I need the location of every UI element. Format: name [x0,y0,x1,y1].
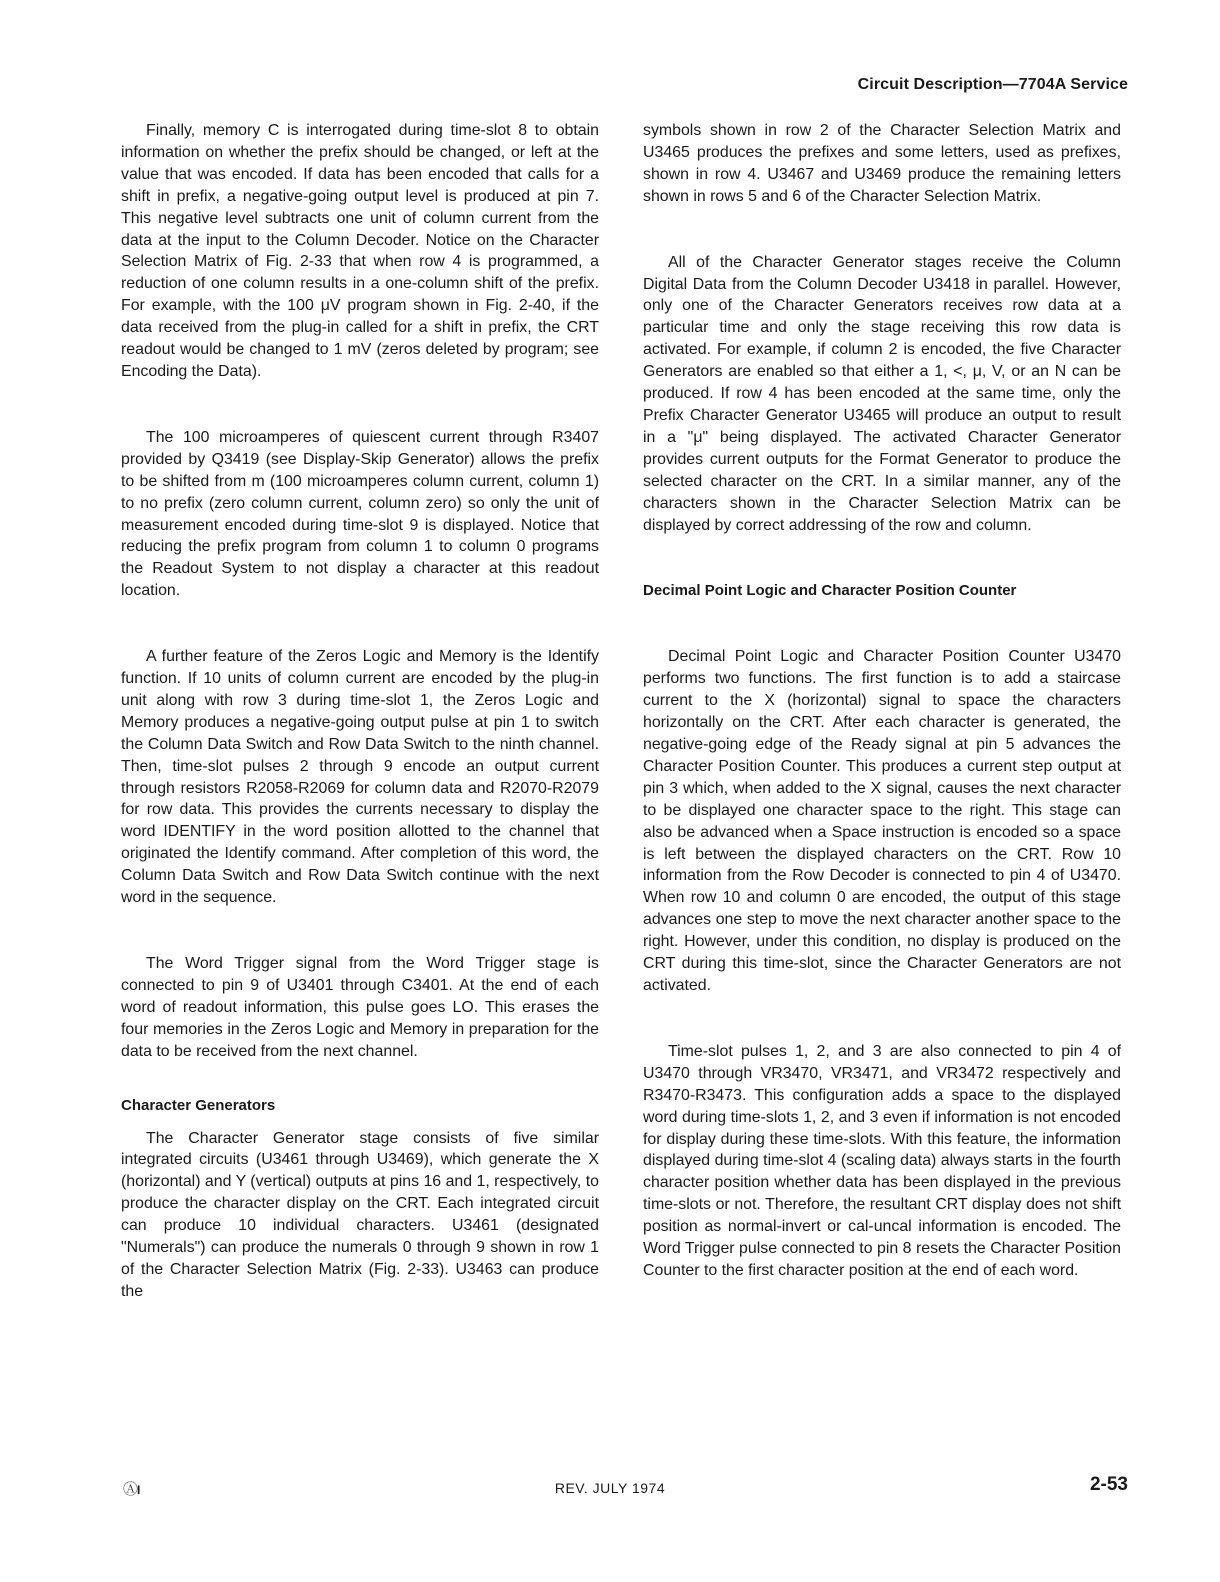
paragraph-quiescent-current: The 100 microamperes of quiescent current through R3407 provided by Q3419 (see Display-Skip Generator) allows the prefix to be shifted from m (100 microamperes column current, column 1) to no prefix (zero column current, column zero) so only the unit of measurement encoded during time-slot 9 is displayed. Notice that reducing the prefix program from column 1 to column 0 programs the Readout System to not display a character at this readout location. [121,428,599,600]
revision-date: REV. JULY 1974 [554,1480,666,1496]
paragraph-column-digital-data: All of the Character Generator stages receive the Column Digital Data from the Column Decoder U3418 in parallel. However, only one of the Character Generators receives row data at a particular time and only the stage receiving this row data is activated. For example, if column 2 is encoded, the five Character Generators are enabled so that either a 1, <, μ, V, or an N can be produced. If row 4 has been encoded at the same time, only the Prefix Character Generator U3465 will produce an output to result in a "μ" being displayed. The activated Character Generator provides current outputs for the Format Generator to produce the selected character on the CRT. In a similar manner, any of the characters shown in the Character Selection Matrix can be displayed by correct addressing of the row and column. [643,253,1121,534]
paragraph-character-generator-stage: The Character Generator stage consists of five similar integrated circuits (U3461 through U3469), which generate the X (horizontal) and Y (vertical) outputs at pins 16 and 1, respectively, to produce the character display on the CRT. Each integrated circuit can produce 10 individual characters. U3461 (designated "Numerals") can produce the numerals 0 through 9 shown in row 1 of the Character Selection Matrix (Fig. 2-33). U3463 can produce the [121,1129,599,1300]
paragraph-word-trigger: The Word Trigger signal from the Word Trigger stage is connected to pin 9 of U3401 through C3401. At the end of each word of readout information, this pulse goes LO. This erases the four memories in the Zeros Logic and Memory in preparation for the data to be received from the next channel. [121,955,599,1060]
running-head: Circuit Description—7704A Service [857,76,1128,93]
paragraph-decimal-point-functions: Decimal Point Logic and Character Position Counter U3470 performs two functions. The first function is to add a staircase current to the X (horizontal) signal to space the characters horizontally on the CRT. After each character is generated, the negative-going edge of the Ready signal at pin 5 advances the Character Position Counter. This produces a current step output at pin 3 which, when added to the X signal, causes the next character to be displayed one character space to the right. This stage can also be advanced when a Space instruction is encoded so a space is left between the displayed characters on the CRT. Row 10 information from the Row Decoder is connected to pin 4 of U3470. When row 10 and column 0 are encoded, the output of this stage advances one step to move the next character another space to the right. However, under this condition, no display is produced on the CRT during this time-slot, since the Character Generators are not activated. [643,648,1121,994]
tektronix-logo-icon: ⒶI [123,1481,140,1498]
paragraph-identify-function: A further feature of the Zeros Logic and Memory is the Identify function. If 10 units of column current are encoded by the plug-in unit along with row 3 during time-slot 1, the Zeros Logic and Memory produces a negative-going output pulse at pin 1 to switch the Column Data Switch and Row Data Switch to the ninth channel. Then, time-slot pulses 2 through 9 encode an output current through resistors R2058-R2069 for column data and R2070-R2079 for row data. This provides the currents necessary to display the word IDENTIFY in the word position allotted to the channel that originated the Identify command. After completion of this word, the Column Data Switch and Row Data Switch continue with the next word in the sequence. [121,648,599,907]
heading-decimal-point-logic: Decimal Point Logic and Character Position Counter [643,582,1017,600]
paragraph-time-slot-pulses: Time-slot pulses 1, 2, and 3 are also connected to pin 4 of U3470 through VR3470, VR3471, and VR3472 respectively and R3470-R3473. This configuration adds a space to the displayed word during time-slots 1, 2, and 3 even if information is not encoded for display during these time-slots. With this feature, the information displayed during time-slot 4 (scaling data) always starts in the fourth character position whether data has been displayed in the previous time-slots or not. Therefore, the resultant CRT display does not shift position as normal-invert or cal-uncal information is encoded. The Word Trigger pulse connected to pin 8 resets the Character Position Counter to the first character position at the end of each word. [643,1042,1121,1279]
right-column [643,120,1121,1282]
paragraph-memory-c: Finally, memory C is interrogated during time-slot 8 to obtain information on whether the prefix should be changed, or left at the value that was encoded. If data has been encoded that calls for a shift in prefix, a negative-going output level is produced at pin 7. This negative level subtracts one unit of column current from the data at the input to the Column Decoder. Notice on the Character Selection Matrix of Fig. 2-33 that when row 4 is programmed, a reduction of one column results in a one-column shift of the prefix. For example, with the 100 μV program shown in Fig. 2-40, if the data received from the plug-in called for a shift in prefix, the CRT readout would be changed to 1 mV (zeros deleted by program; see Encoding the Data). [121,122,599,380]
heading-character-generators: Character Generators [121,1096,276,1114]
paragraph-symbols-continued: symbols shown in row 2 of the Character Selection Matrix and U3465 produces the prefixes and some letters, used as prefixes, shown in row 4. U3467 and U3469 produce the remaining letters shown in rows 5 and 6 of the Character Selection Matrix. [643,122,1121,205]
page-number: 2-53 [1089,1474,1128,1495]
left-column [121,120,599,1303]
logo-mark: Ⓐ [123,1481,138,1498]
